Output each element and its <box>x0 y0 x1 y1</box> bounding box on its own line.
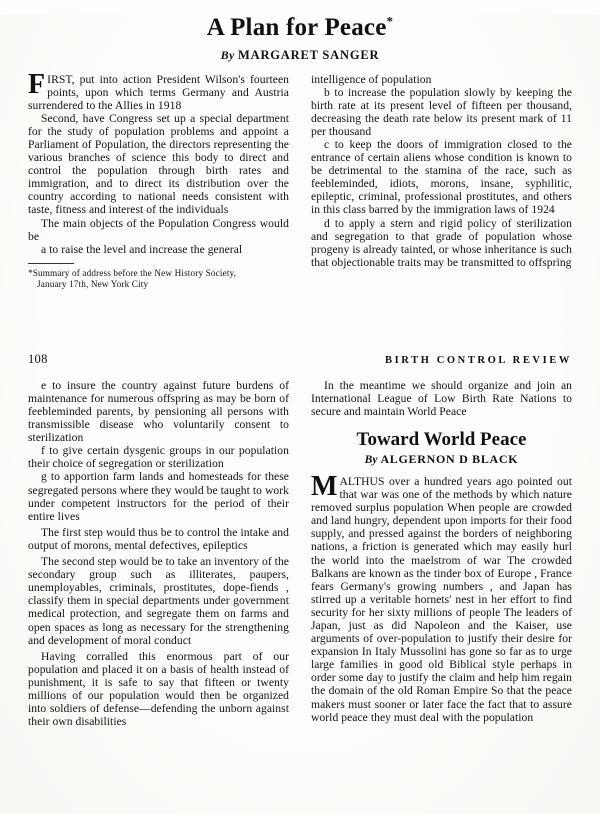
paragraph: The second step would be to take an inventory of the secondary group such as illiterates, paupers, unemployables, criminals, prostitutes, dope-fiends , classify them in special departments under government medical protection, and segregate them on farms and open spaces as long as necessary for the strengthening and development of moral conduct <box>28 555 289 647</box>
drop-cap-letter: F <box>28 68 46 100</box>
paragraph: a to raise the level and increase the general <box>41 242 243 256</box>
byline-author: MARGARET SANGER <box>238 47 380 62</box>
scanned-journal-page <box>0 14 600 814</box>
paragraph-text: IRST, put into action President Wilson's fourteen points, upon which terms Germany and Austria surrendered to the Allies in 1918 <box>28 72 289 112</box>
paragraph: Second, have Congress set up a special department for the study of population problems and appoint a Parliament of Population, the directors representing the various branches of science this body to direct and control the population through birth rates and immigration, and to direct its distribution over the country according to national needs consistent with taste, fitness and interest of the individuals <box>28 111 289 217</box>
article-title-text: A Plan for Peace <box>206 14 387 41</box>
article-bottom-columns <box>28 379 572 765</box>
article2-byline <box>311 452 572 467</box>
footnote-rule <box>28 263 74 264</box>
title-footnote-marker: * <box>386 13 394 29</box>
article1-continuation-column <box>28 379 289 728</box>
paragraph: g to apportion farm lands and homesteads for these segregated persons where they would be taught to work under competent instructors for the period of their entire lives <box>28 470 289 523</box>
paragraph-text: ALTHUS over a hundred years ago pointed out that war was one of the methods by which nature removed surplus population When people are crowded and land hungry, dependent upon imports for their food supply, and pressed against the borders of neighboring nations, a friction is generated which may easily hurl the world into the maelstrom of war The crowded Balkans are known as the tinder box of Europe , France fears Germany's growing numbers , and Japan has stirred up a veritable hornets' nest in her effort to find security for her sixty millions of people The leaders of Japan, just as did Napoleon and the Kaiser, use arguments of over-population to justify their desire for expansion In Italy Mussolini has gone so far as to urge large families in good old Biblical style perhaps in order some day to justify the claim and help him regain the domain of the old Roman Empire So that the peace makers must sooner or later face the fact that to assure world peace they must deal with the population <box>311 474 572 724</box>
paragraph: intelligence of population <box>311 72 432 86</box>
page-title <box>28 14 572 42</box>
paragraph: The main objects of the Population Congress would be <box>28 216 289 243</box>
article2-byline-by-label: By <box>364 453 378 466</box>
article1-top-columns <box>28 68 572 290</box>
article1-right-column <box>311 73 572 269</box>
running-head <box>28 352 572 367</box>
paragraph: e to insure the country against future burdens of maintenance for numerous offspring as may be born of feebleminded parents, by pensioning all persons with transmissible disease who voluntarily consent to sterilization <box>28 378 289 445</box>
article1-left-column <box>28 68 289 290</box>
drop-cap-letter: M <box>311 470 338 502</box>
paragraph: The first step would thus be to control the intake and output of morons, mental defectives, epileptics <box>28 525 289 552</box>
paragraph: c to keep the doors of immigration closed to the entrance of certain aliens whose condition is known to be detrimental to the stamina of the race, such as feebleminded, idiots, morons, insane, syphilitic, epileptic, criminal, professional prostitutes, and others in this class barred by the immigration laws of 1924 <box>311 137 572 217</box>
byline-by-label: By <box>220 47 235 62</box>
article2-column <box>311 379 572 724</box>
paragraph: f to give certain dysgenic groups in our population their choice of segregation or sterilization <box>28 444 289 471</box>
article2-byline-author: ALGERNON D BLACK <box>380 451 519 466</box>
page-number: 108 <box>28 351 48 366</box>
footnote <box>28 268 289 290</box>
article2-title: Toward World Peace <box>356 429 527 451</box>
paragraph: d to apply a stern and rigid policy of sterilization and segregation to that grade of population whose progeny is already tainted, or whose inheritance is such that objectionable traits may be transmitted to offspring <box>311 216 572 269</box>
footnote-line-1: *Summary of address before the New History Society, <box>28 267 237 278</box>
paragraph: In the meantime we should organize and join an International League of Low Birth Rate Nations to secure and maintain World Peace <box>311 378 572 418</box>
byline <box>28 48 572 63</box>
paragraph: Having corralled this enormous part of our population and placed it on a basis of health instead of punishment, it is safe to say that fifteen or twenty millions of our population would then be organized into soldiers of defense—defending the unborn against their own disabilities <box>28 649 289 729</box>
paragraph <box>28 68 289 112</box>
journal-title: BIRTH CONTROL REVIEW <box>385 354 572 366</box>
paragraph <box>311 470 572 724</box>
paragraph: b to increase the population slowly by keeping the birth rate at its present level of fifteen per thousand, decreasing the death rate below its present mark of 11 per thousand <box>311 85 572 138</box>
footnote-line-2: January 17th, New York City <box>37 278 149 289</box>
